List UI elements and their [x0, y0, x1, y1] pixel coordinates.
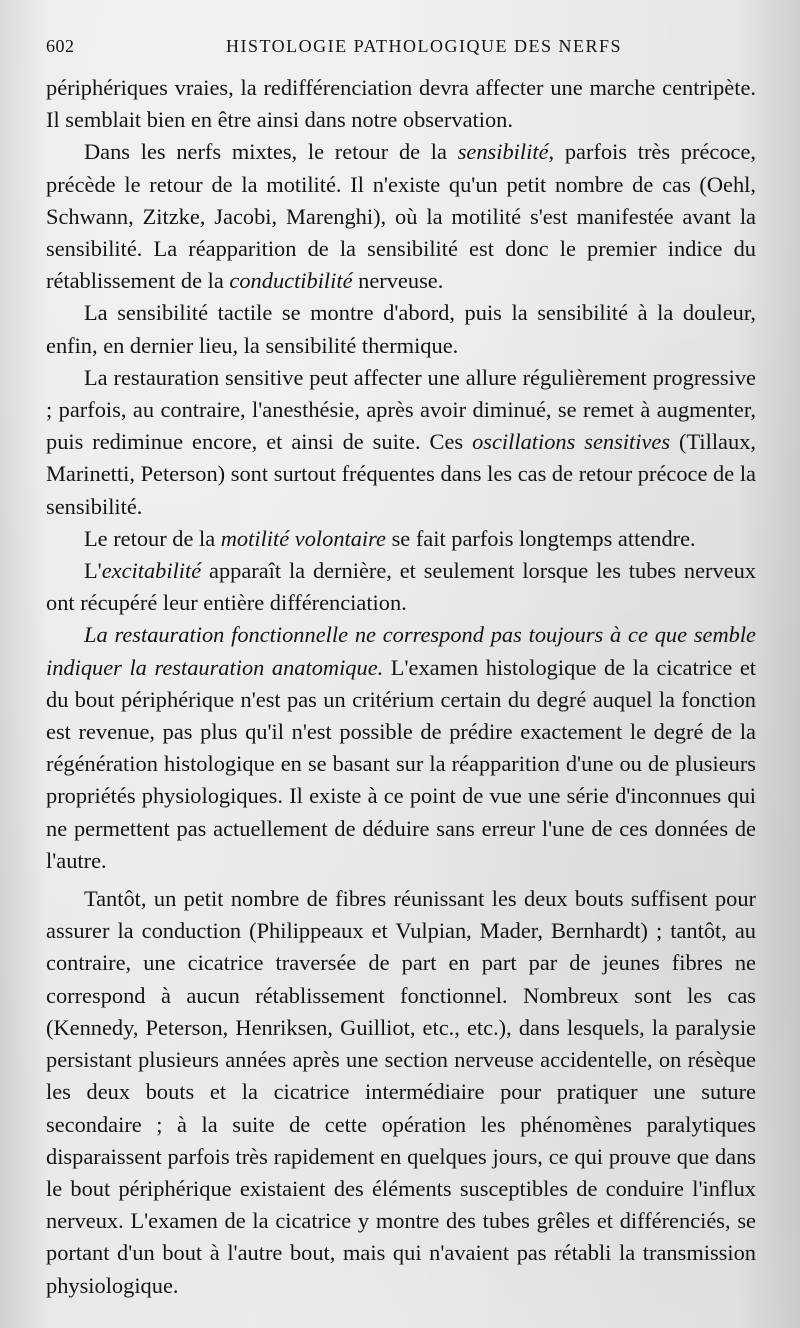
text-run: La restauration sensitive peut affecter une allure régulièrement progressive ; parfois, au contraire, l'anesthésie, après avoir diminué, se remet à augmenter, puis rediminue encore, et ainsi de suite. Ces: [46, 364, 756, 455]
paragraph: [46, 297, 756, 361]
running-title: HISTOLOGIE PATHOLOGIQUE DES NERFS: [226, 36, 623, 56]
paragraph: [46, 136, 756, 297]
paragraph: [46, 555, 756, 619]
text-run: L'examen histologique de la cicatrice et du bout périphérique n'est pas un critérium certain du degré auquel la fonction est revenue, pas plus qu'il n'est possible de prédire exactement le degré de la régénération histologique en se basant sur la réapparition d'une ou de plusieurs propriétés physiologiques. Il existe à ce point de vue une série d'inconnues qui ne permettent pas actuellement de déduire sans erreur l'une de ces données de l'autre.: [46, 654, 756, 873]
text-run: Tantôt, un petit nombre de fibres réunissant les deux bouts suffisent pour assurer la conduction (Philippeaux et Vulpian, Mader, Bernhardt) ; tantôt, au contraire, une cicatrice traversée de part en part par de jeunes fibres ne correspond à aucun rétablissement fonctionnel. Nombreux sont les cas (Kennedy, Peterson, Henriksen, Guilliot, etc., etc.), dans lesquels, la paralysie persistant plusieurs années après une section nerveuse accidentelle, on résèque les deux bouts et la cicatrice intermédiaire pour pratiquer une suture secondaire ; à la suite de cette opération les phénomènes paralytiques disparaissent parfois très rapidement en quelques jours, ce qui prouve que dans le bout périphérique existaient des éléments susceptibles de conduire l'influx nerveux. L'examen de la cicatrice y montre des tubes grêles et différenciés, se portant d'un bout à l'autre bout, mais qui n'avaient pas rétabli la transmission physiologique.: [46, 886, 756, 1298]
text-run: se fait parfois longtemps attendre.: [385, 525, 696, 551]
text-run: apparaît la dernière, et seulement lorsque les tubes nerveux ont récupéré leur entière différenciation.: [46, 558, 756, 616]
page-header: [46, 34, 756, 60]
paragraph: [46, 883, 756, 1302]
body-text: [46, 72, 756, 1302]
italic-text: conductibilité: [229, 268, 353, 294]
paragraph: [46, 523, 756, 555]
italic-text: La restauration fonctionnelle ne correspond pas toujours à ce que semble indiquer la restauration anatomique.: [46, 622, 756, 680]
paragraph: [46, 362, 756, 523]
text-run: nerveuse.: [352, 268, 444, 294]
page-number: 602: [46, 36, 75, 56]
italic-text: oscillations sensitives: [472, 429, 671, 455]
text-run: périphériques vraies, la redifférenciation devra affecter une marche centripète. Il semblait bien en être ainsi dans notre observation.: [46, 75, 756, 133]
text-run: Dans les nerfs mixtes, le retour de la: [84, 139, 458, 165]
italic-text: sensibilité: [457, 139, 549, 165]
italic-text: excitabilité: [101, 558, 202, 584]
text-run: La sensibilité tactile se montre d'abord, puis la sensibilité à la douleur, enfin, en dernier lieu, la sensibilité thermique.: [46, 300, 756, 358]
italic-text: motilité volontaire: [220, 525, 386, 551]
text-run: Le retour de la: [84, 525, 221, 551]
text-run: L': [84, 558, 102, 584]
paragraph: [46, 619, 756, 877]
text-run: , parfois très précoce, précède le retour de la motilité. Il n'existe qu'un petit nombre de cas (Oehl, Schwann, Zitzke, Jacobi, Marenghi), où la motilité s'est manifestée avant la sensibilité. La réapparition de la sensibilité est donc le premier indice du rétablissement de la: [46, 139, 756, 294]
paragraph: [46, 72, 756, 136]
text-run: (Tillaux, Marinetti, Peterson) sont surtout fréquentes dans les cas de retour précoce de la sensibilité.: [46, 429, 756, 519]
